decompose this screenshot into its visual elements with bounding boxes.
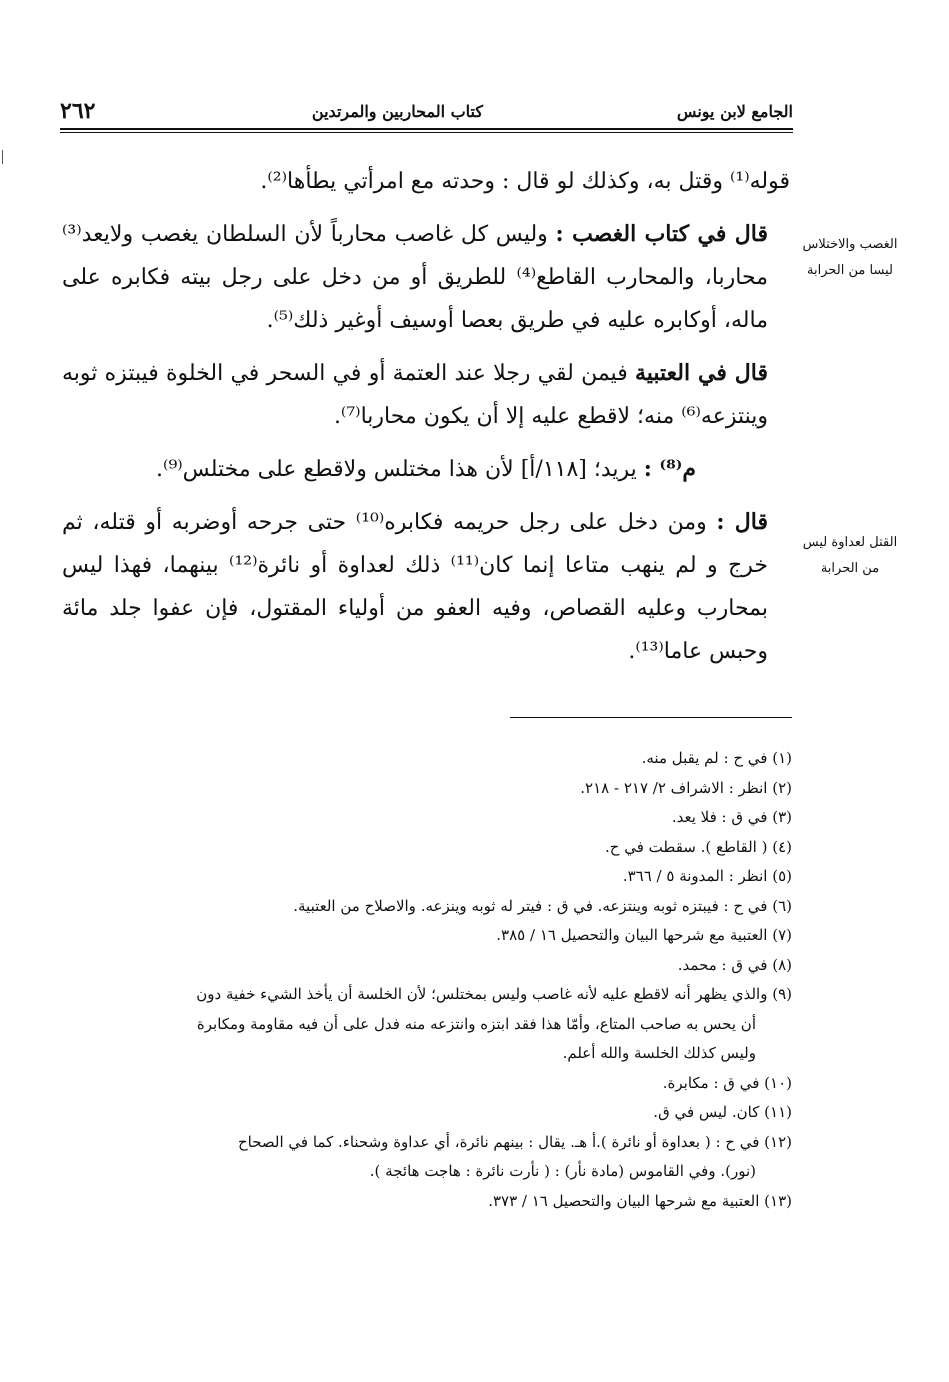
margin-note-usurpation: الغصب والاختلاس ليسا من الحرابة [802, 237, 898, 278]
paragraph-text: يريد؛ [١١٨/أ] لأن هذا مختلس ولاقطع على مختلس⁽⁹⁾. [156, 457, 644, 482]
header-rule-thin [60, 132, 793, 133]
footnote-continuation: (نور). وفي القاموس (مادة نأر) : ( نأرت نائرة : هاجت هائجة ). [369, 1162, 756, 1180]
footnotes [72, 744, 792, 1216]
footnote: (٢) انظر : الاشراف ٢/ ٢١٧ - ٢١٨. [580, 778, 792, 797]
footnote: (١٣) العتبية مع شرحها البيان والتحصيل ١٦ / ٣٧٣. [488, 1191, 792, 1210]
paragraph-text: وليس كل غاصب محارباً لأن السلطان يغصب ولايعد⁽³⁾ محاربا، والمحارب القاطع⁽⁴⁾ للطريق أو من دخل على رجل بيته فكابره على ماله، أوكابره عليه في طريق بعصا أوسيف أوغير ذلك⁽⁵⁾. [62, 222, 768, 333]
page-number: ٢٦٢ [60, 98, 96, 124]
footnote: (٧) العتبية مع شرحها البيان والتحصيل ١٦ / ٣٨٥. [496, 926, 792, 944]
paragraph-text: فيمن لقي رجلا عند العتمة أو في السحر في الخلوة فيبتزه ثوبه وينتزعه⁽⁶⁾ منه؛ لاقطع عليه إلا أن يكون محاربا⁽⁷⁾. [62, 361, 768, 429]
header-rule [60, 128, 793, 130]
scan-artifact [2, 150, 7, 164]
footnote: (٤) ( القاطع ). سقطت في ح. [605, 837, 792, 856]
footnote: (١٠) في ق : مكابرة. [662, 1073, 792, 1092]
margin-note-killing: القتل لعداوة ليس من الحرابة [802, 535, 898, 576]
footnote-continuation: أن يحس به صاحب المتاع، وأمّا هذا فقد ابتزه وانتزعه منه فدل على أن فيه مقاومة ومكابرة [196, 1014, 756, 1033]
paragraph-text: قوله⁽¹⁾ وقتل به، وكذلك لو قال : وحدته مع امرأتي يطأها⁽²⁾. [260, 169, 790, 194]
running-header [60, 98, 793, 128]
header-book-title: الجامع لابن يونس [676, 102, 793, 121]
paragraph [62, 501, 790, 673]
paragraph [62, 448, 790, 491]
footnote: (٨) في ق : محمد. [677, 955, 792, 974]
paragraph [62, 352, 790, 438]
footnote: (١١) كان. ليس في ق. [653, 1103, 792, 1121]
paragraph-lead: قال في كتاب الغصب : [555, 221, 768, 247]
paragraph [62, 213, 790, 342]
paragraph [62, 160, 790, 203]
footnote: (٥) انظر : المدونة ٥ / ٣٦٦. [622, 867, 792, 885]
paragraph-lead: م⁽⁸⁾ : [643, 456, 696, 482]
footnote: (٩) والذي يظهر أنه لاقطع عليه لأنه غاصب وليس بمختلس؛ لأن الخلسة أن يأخذ الشيء خفية دون [196, 985, 792, 1003]
paragraph-text: ومن دخل على رجل حريمه فكابره⁽¹⁰⁾ حتى جرحه أوضربه أو قتله، ثم خرج و لم ينهب متاعا إنما كان⁽¹¹⁾ ذلك لعداوة أو نائرة⁽¹²⁾ بينهما، فهذا ليس بمحارب وعليه القصاص، وفيه العفو من أولياء المقتول، فإن عفوا جلد مائة وحبس عاما⁽¹³⁾. [62, 510, 768, 664]
footnote: (١٢) في ح : ( بعداوة أو نائرة ).أ هـ. يقال : بينهم نائرة، أي عداوة وشحناء. كما في الصحاح [237, 1132, 792, 1151]
footnote: (٦) في ح : فيبتزه ثوبه وينتزعه. في ق : فيتر له ثوبه وينزعه. والاصلاح من العتبية. [293, 896, 792, 915]
footnote-continuation: وليس كذلك الخلسة والله أعلم. [562, 1044, 756, 1062]
paragraph-lead: قال في العتبية [634, 360, 768, 386]
footnote-separator [510, 717, 792, 718]
paragraph-lead: قال : [716, 509, 768, 535]
header-chapter-title: كتاب المحاربين والمرتدين [311, 102, 483, 121]
footnote: (١) في ح : لم يقبل منه. [641, 749, 792, 767]
footnote: (٣) في ق : فلا يعد. [671, 808, 792, 826]
main-text [62, 160, 790, 683]
